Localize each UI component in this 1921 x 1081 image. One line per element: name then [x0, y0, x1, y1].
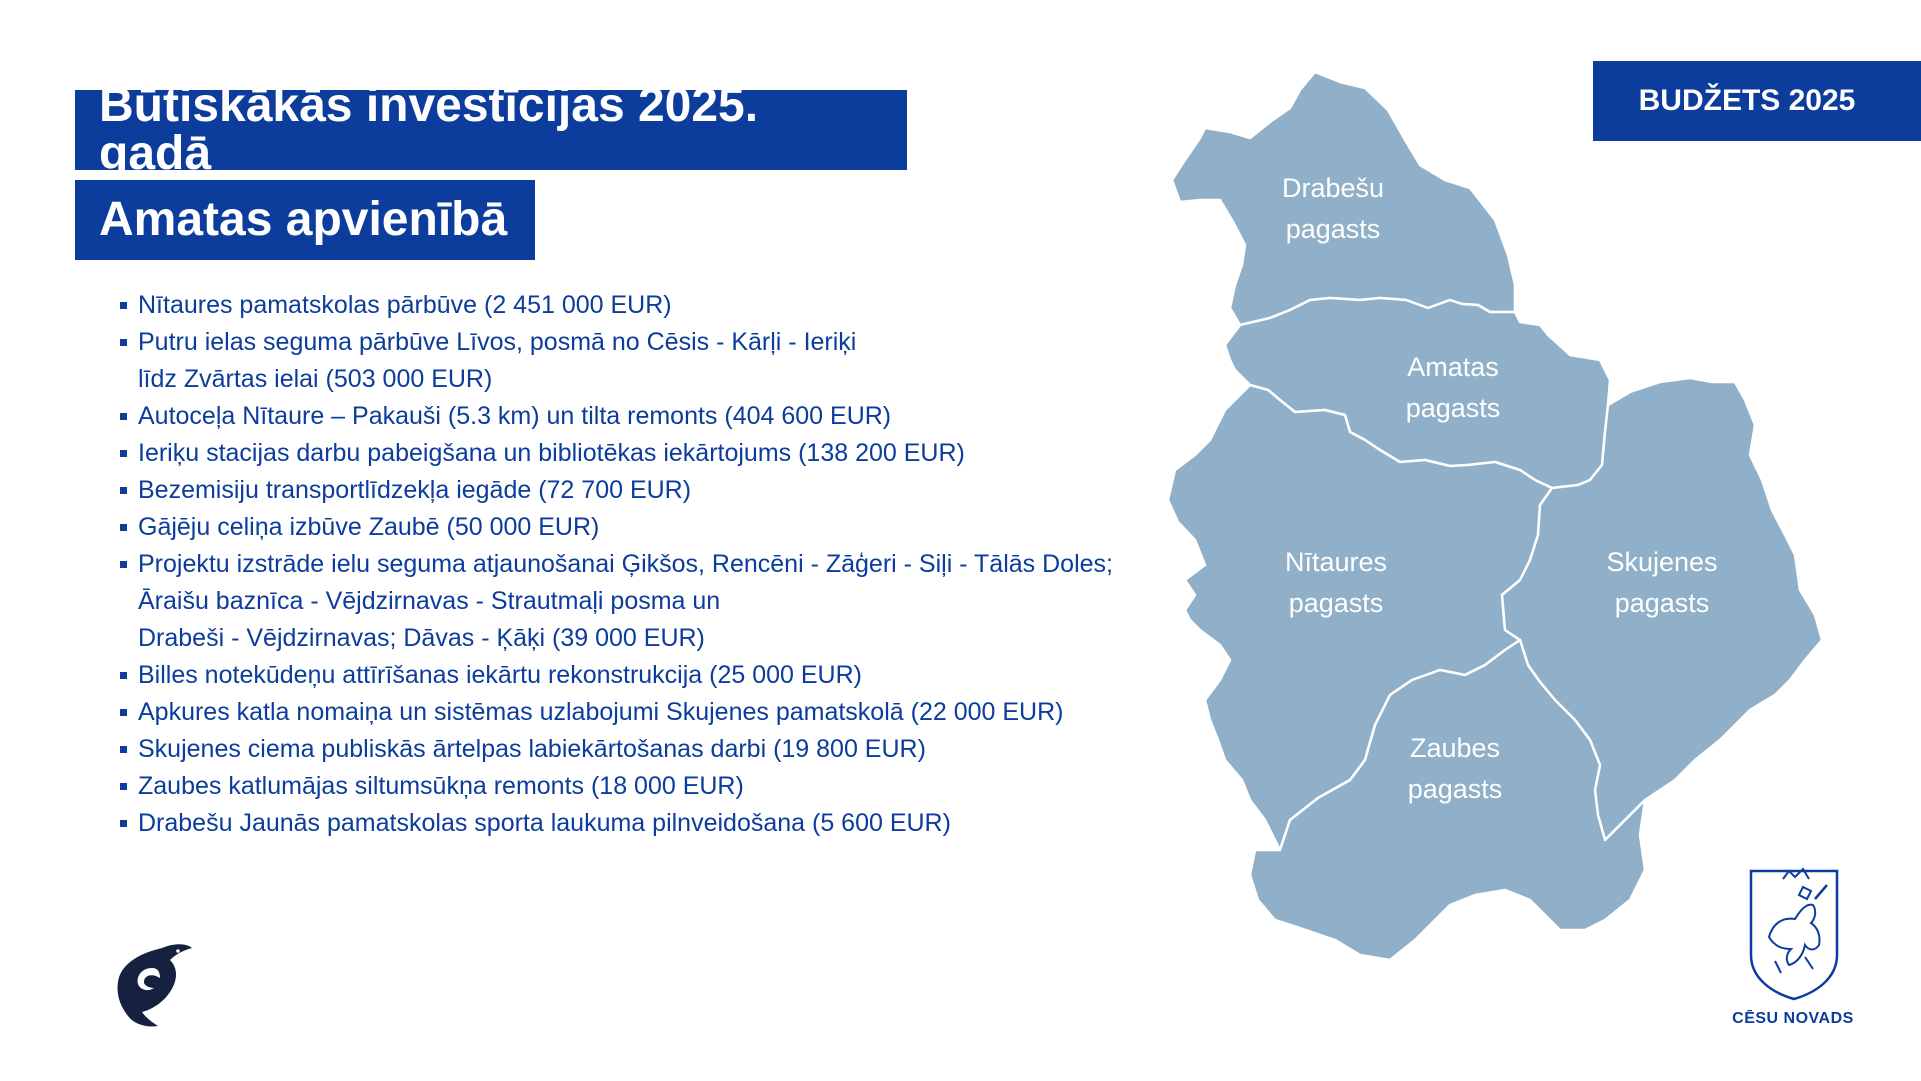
investment-line: Ieriķu stacijas darbu pabeigšana un bibliotēkas iekārtojums (138 200 EUR) — [138, 439, 965, 467]
map-label-zaubes-l2: pagasts — [1407, 774, 1503, 804]
investment-line: Nītaures pamatskolas pārbūve (2 451 000 EUR) — [138, 291, 672, 319]
map-label-amatas-l2: pagasts — [1405, 393, 1501, 423]
investment-item — [120, 287, 1140, 324]
investment-item — [120, 768, 1140, 805]
page-title: Būtiskākās investīcijas 2025. gadā — [75, 90, 907, 170]
budget-badge: BUDŽETS 2025 — [1593, 61, 1921, 141]
map-label-drabesu-l1: Drabešu — [1281, 173, 1385, 203]
investment-line: līdz Zvārtas ielai (503 000 EUR) — [138, 365, 493, 393]
map-label-nitaures-l2: pagasts — [1288, 588, 1384, 618]
investment-item — [120, 694, 1140, 731]
investment-line: Putru ielas seguma pārbūve Līvos, posmā no Cēsis - Kārļi - Ieriķi — [138, 328, 857, 356]
map-label-skujenes-l2: pagasts — [1614, 588, 1710, 618]
map-label-nitaures-l1: Nītaures — [1284, 547, 1388, 577]
map-label-skujenes-l1: Skujenes — [1606, 547, 1718, 577]
map-label-drabesu-l2: pagasts — [1285, 214, 1381, 244]
investment-item — [120, 398, 1140, 435]
investment-line: Bezemisiju transportlīdzekļa iegāde (72 700 EUR) — [138, 476, 692, 504]
investment-item — [120, 731, 1140, 768]
investment-line: Drabešu Jaunās pamatskolas sporta laukuma pilnveidošana (5 600 EUR) — [138, 809, 951, 837]
investment-line: Gājēju celiņa izbūve Zaubē (50 000 EUR) — [138, 513, 600, 541]
investment-line: Āraišu baznīca - Vējdzirnavas - Strautmaļi posma un — [138, 587, 721, 615]
investment-item — [120, 657, 1140, 694]
investment-item — [120, 435, 1140, 472]
investment-item — [120, 546, 1140, 657]
fish-logo-icon — [112, 940, 192, 1030]
investment-item — [120, 509, 1140, 546]
investment-line: Billes notekūdeņu attīrīšanas iekārtu rekonstrukcija (25 000 EUR) — [138, 661, 862, 689]
investment-list — [120, 287, 1140, 842]
investment-item — [120, 472, 1140, 509]
page-subtitle: Amatas apvienībā — [75, 180, 535, 260]
map-label-zaubes-l1: Zaubes — [1409, 733, 1501, 763]
investment-line: Projektu izstrāde ielu seguma atjaunošanai Ģikšos, Rencēni - Zāģeri - Siļi - Tālās Doles; — [138, 550, 1113, 578]
investment-line: Skujenes ciema publiskās ārtelpas labiekārtošanas darbi (19 800 EUR) — [138, 735, 926, 763]
amatas-map — [1150, 60, 1850, 980]
investment-item — [120, 805, 1140, 842]
investment-line: Apkures katla nomaiņa un sistēmas uzlabojumi Skujenes pamatskolā (22 000 EUR) — [138, 698, 1064, 726]
investment-line: Zaubes katlumājas siltumsūkņa remonts (18 000 EUR) — [138, 772, 744, 800]
brand-name: CĒSU NOVADS — [1732, 1010, 1854, 1027]
investment-item — [120, 324, 1140, 398]
knight-crest-icon — [1745, 865, 1843, 1003]
map-label-amatas-l1: Amatas — [1407, 352, 1499, 382]
investment-line: Autoceļa Nītaure – Pakauši (5.3 km) un tilta remonts (404 600 EUR) — [138, 402, 892, 430]
investment-line: Drabeši - Vējdzirnavas; Dāvas - Ķāķi (39 000 EUR) — [138, 624, 705, 652]
